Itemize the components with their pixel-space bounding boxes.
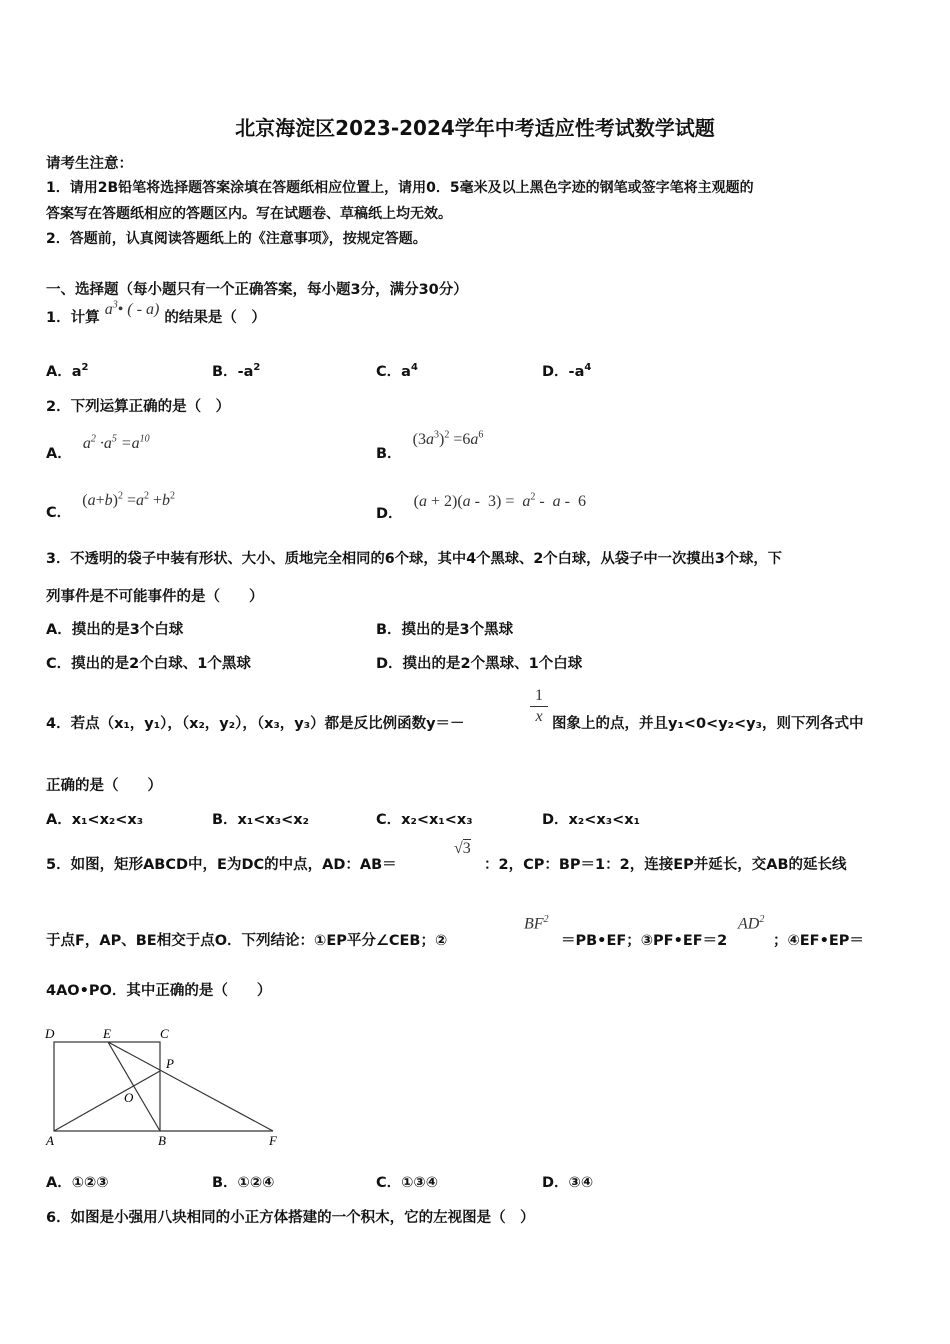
- q4-option-a[interactable]: A．x₁<x₂<x₃: [46, 812, 144, 828]
- label-b: B: [158, 1133, 166, 1148]
- q5-option-c[interactable]: C．①③④: [376, 1175, 438, 1191]
- label-p: P: [166, 1056, 174, 1071]
- label-a: A: [46, 1133, 54, 1148]
- question-5-part-2: ：2，CP：BP＝1：2，连接EP并延长，交AB的延长线: [484, 857, 847, 873]
- question-4-line-2: 正确的是（ ）: [46, 778, 162, 794]
- q3-option-c[interactable]: C．摸出的是2个白球、1个黑球: [46, 656, 251, 672]
- label-d: D: [45, 1026, 55, 1041]
- notice-line-2: 答案写在答题纸相应的答题区内。写在试题卷、草稿纸上均无效。: [46, 206, 452, 222]
- label-f: F: [269, 1133, 277, 1148]
- q4-fraction: 1 x: [530, 686, 548, 727]
- q4-option-c[interactable]: C．x₂<x₁<x₃: [376, 812, 473, 828]
- q3-option-d[interactable]: D．摸出的是2个黑球、1个白球: [376, 656, 583, 672]
- q3-option-a[interactable]: A．摸出的是3个白球: [46, 622, 184, 638]
- q3-option-b[interactable]: B．摸出的是3个黑球: [376, 622, 514, 638]
- section-heading: 一、选择题（每小题只有一个正确答案，每小题3分，满分30分）: [46, 282, 468, 298]
- q5-option-b[interactable]: B．①②④: [212, 1175, 275, 1191]
- q1-option-b[interactable]: B．$-a^2$: [212, 362, 261, 380]
- q1-suffix: 的结果是（ ）: [164, 310, 266, 326]
- q5-option-d[interactable]: D．③④: [542, 1175, 594, 1191]
- q2-option-d[interactable]: D． $(a + 2)(a - 3) = a^2 - a - 6$: [376, 491, 586, 522]
- notice-line-3: 2．答题前，认真阅读答题纸上的《注意事项》，按规定答题。: [46, 231, 427, 247]
- line-ap: [54, 1071, 160, 1131]
- q1-expression: $a^3•$ ( - a): [104, 299, 160, 318]
- question-4-part-2: 图象上的点，并且y₁<0<y₂<y₃，则下列各式中: [552, 716, 864, 732]
- question-3-line-2: 列事件是不可能事件的是（ ）: [46, 589, 264, 605]
- notice-line-1: 1．请用2B铅笔将选择题答案涂填在答题纸相应位置上，请用0．5毫米及以上黑色字迹的钢笔或签字笔将主观题的: [46, 180, 754, 196]
- q5-bf-squared: $BF^2$: [524, 914, 549, 933]
- q4-option-b[interactable]: B．x₁<x₃<x₂: [212, 812, 309, 828]
- question-5-line-2c: ；④EF•EP＝: [773, 933, 864, 949]
- q5-sqrt: √3: [454, 840, 471, 857]
- q1-prefix: 1．计算: [46, 310, 100, 326]
- question-5-line-2a: 于点F，AP、BE相交于点O．下列结论：①EP平分∠CEB；②: [46, 933, 448, 949]
- q5-option-a[interactable]: A．①②③: [46, 1175, 109, 1191]
- page-title: 北京海淀区2023-2024学年中考适应性考试数学试题: [235, 116, 715, 140]
- label-e: E: [103, 1026, 111, 1041]
- question-4-part-1: 4．若点（x₁，y₁），（x₂，y₂），（x₃，y₃）都是反比例函数y＝－: [46, 716, 465, 732]
- question-1: [46, 299, 266, 327]
- question-6: 6．如图是小强用八块相同的小正方体搭建的一个积木，它的左视图是（ ）: [46, 1210, 535, 1226]
- q5-ad-squared: $AD^2$: [738, 914, 765, 933]
- question-5-part-1: 5．如图，矩形ABCD中，E为DC的中点，AD：AB＝: [46, 857, 397, 873]
- label-c: C: [160, 1026, 169, 1041]
- q5-figure: [40, 1022, 290, 1152]
- label-o: O: [124, 1090, 134, 1105]
- q1-option-a[interactable]: A．$a^2$: [46, 362, 89, 380]
- rectangle-abcd: [54, 1042, 160, 1131]
- q2-option-c[interactable]: C． $(a+b)^2 =a^2 +b^2$: [46, 490, 175, 521]
- question-3-line-1: 3．不透明的袋子中装有形状、大小、质地完全相同的6个球，其中4个黑球、2个白球，从袋子中一次摸出3个球，下: [46, 551, 782, 567]
- notice-heading: 请考生注意：: [46, 156, 133, 172]
- question-2: 2．下列运算正确的是（ ）: [46, 399, 231, 415]
- q4-option-d[interactable]: D．x₂<x₃<x₁: [542, 812, 640, 828]
- question-5-line-2b: ＝PB•EF；③PF•EF＝2: [561, 933, 728, 949]
- q1-option-c[interactable]: C．$a^4$: [376, 362, 418, 380]
- question-5-line-3: 4AO•PO．其中正确的是（ ）: [46, 983, 272, 999]
- q2-option-a[interactable]: A． $a^2 \cdot a^5 =a^{10}$: [46, 433, 150, 462]
- q2-option-b[interactable]: B． $(3a^3)^2 =6a^6$: [376, 429, 484, 462]
- q1-option-d[interactable]: D．$-a^4$: [542, 362, 592, 380]
